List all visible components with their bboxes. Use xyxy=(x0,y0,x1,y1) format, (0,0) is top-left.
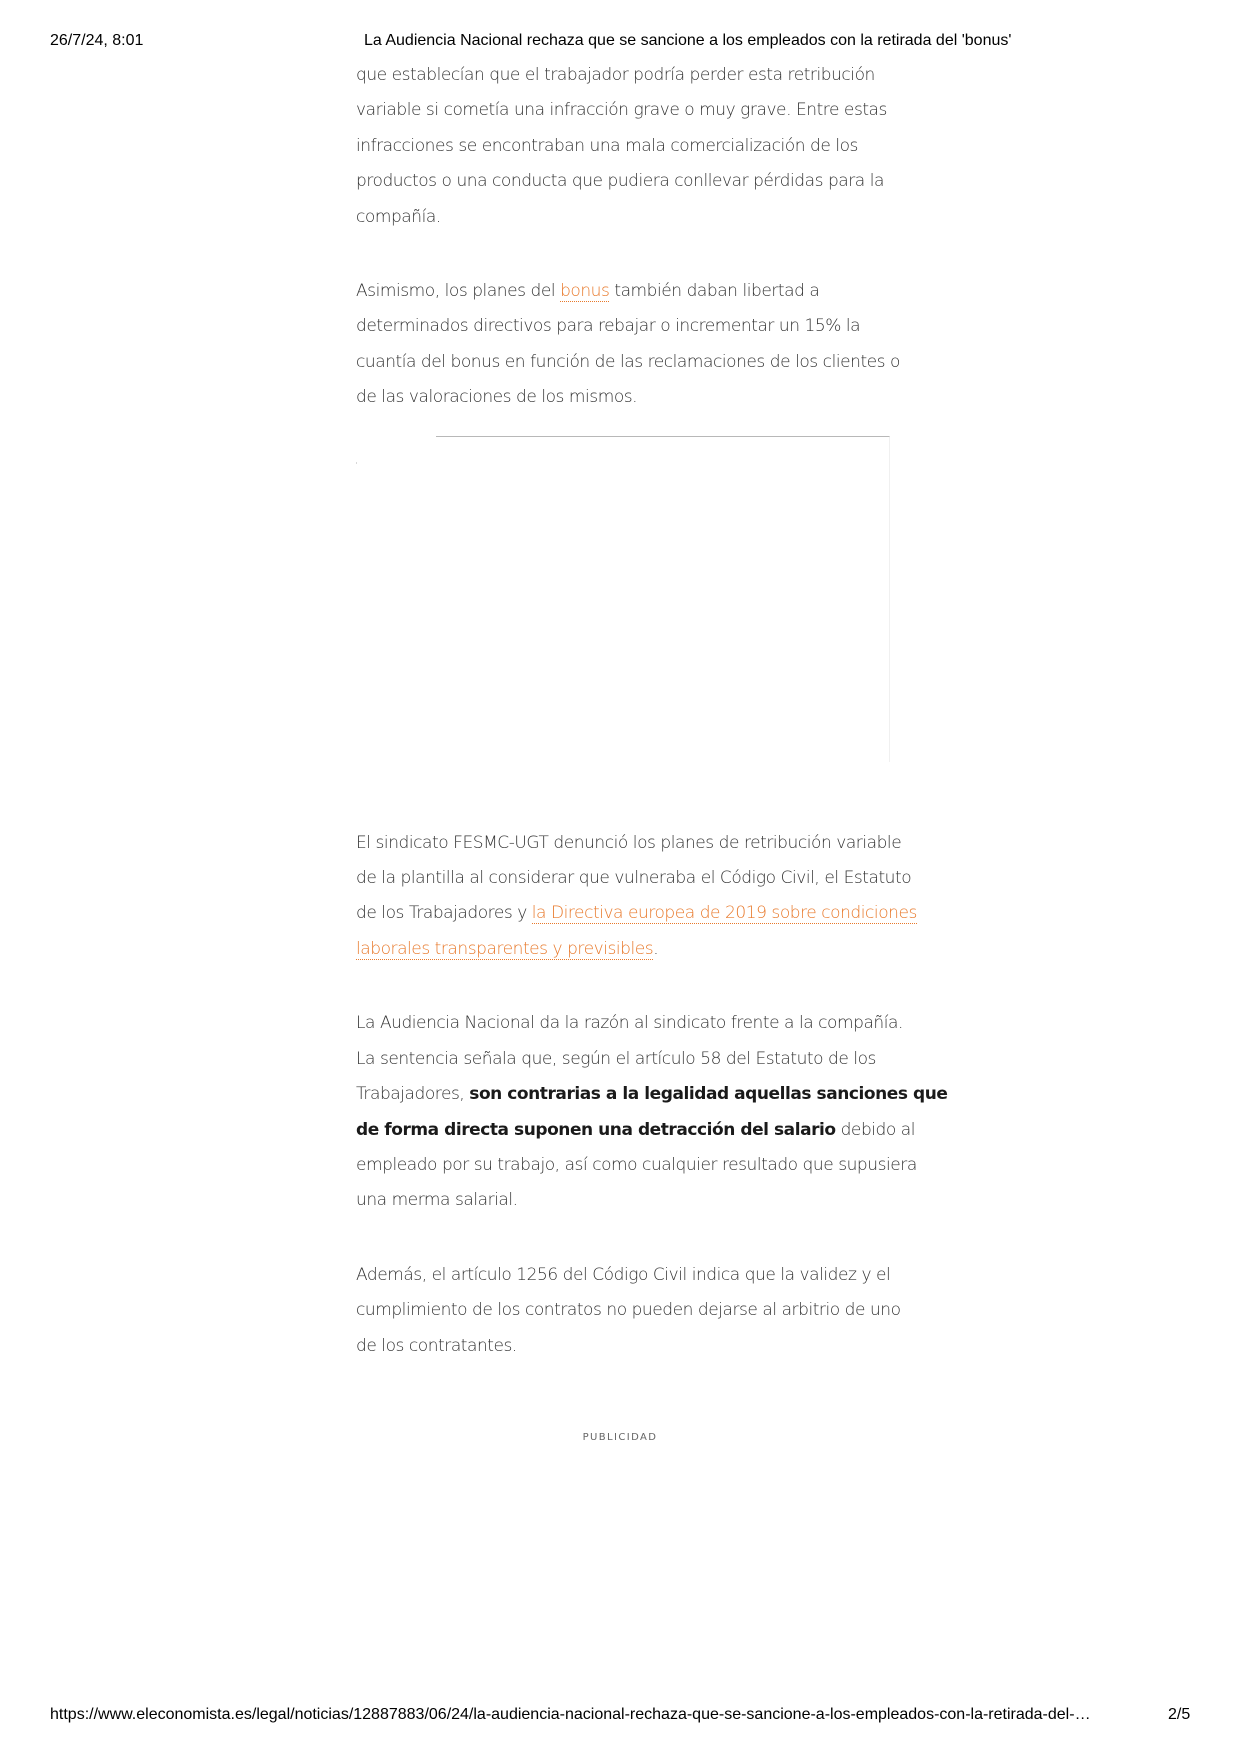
paragraph-line: de los contratantes. xyxy=(356,1335,517,1356)
print-header-title: La Audiencia Nacional rechaza que se sancione a los empleados con la retirada del 'bonus' xyxy=(364,32,1012,49)
paragraph-line xyxy=(356,274,896,309)
text-segment: Asimismo, los planes del xyxy=(356,281,561,302)
print-header-datetime: 26/7/24, 8:01 xyxy=(50,32,144,49)
bold-highlight: son contrarias a la legalidad aquellas sanciones que xyxy=(469,1084,948,1105)
paragraph-fesmc-ugt xyxy=(356,826,917,968)
paragraph-line: infracciones se encontraban una mala comercialización de los xyxy=(356,135,858,156)
paragraph-line: cuantía del bonus en función de las reclamaciones de los clientes o xyxy=(356,351,900,372)
bold-highlight: de forma directa suponen una detracción del salario xyxy=(356,1119,836,1140)
paragraph-line: empleado por su trabajo, así como cualquier resultado que supusiera xyxy=(356,1154,917,1175)
paragraph-line: cumplimiento de los contratos no pueden dejarse al arbitrio de uno xyxy=(356,1300,901,1321)
paragraph-line xyxy=(356,932,896,967)
paragraph-audiencia-nacional xyxy=(356,1006,948,1218)
paragraph-line xyxy=(356,1077,948,1112)
paragraph-line: La Audiencia Nacional da la razón al sindicato frente a la compañía. xyxy=(356,1013,903,1034)
paragraph-line: una merma salarial. xyxy=(356,1190,518,1211)
paragraph-line: El sindicato FESMC-UGT denunció los planes de retribución variable xyxy=(356,832,902,853)
paragraph-line: Además, el artículo 1256 del Código Civil indica que la validez y el xyxy=(356,1264,891,1285)
article-body xyxy=(356,58,948,1364)
paragraph-line: de las valoraciones de los mismos. xyxy=(356,387,638,408)
advertising-label: PUBLICIDAD xyxy=(582,1432,658,1443)
paragraph-line: productos o una conducta que pudiera conllevar pérdidas para la xyxy=(356,171,884,192)
paragraph-line xyxy=(356,896,917,931)
text-segment: Trabajadores, xyxy=(356,1084,470,1105)
paragraph-line: de la plantilla al considerar que vulneraba el Código Civil, el Estatuto xyxy=(356,868,912,889)
paragraph-line xyxy=(356,1113,916,1148)
directiva-europea-link-continued[interactable]: laborales transparentes y previsibles xyxy=(356,938,654,959)
paragraph-line: La sentencia señala que, según el artículo 58 del Estatuto de los xyxy=(356,1048,876,1069)
paragraph-line: variable si cometía una infracción grave o muy grave. Entre estas xyxy=(356,100,887,121)
text-segment: de los Trabajadores y xyxy=(356,903,532,924)
paragraph-codigo-civil xyxy=(356,1258,901,1364)
paragraph-line: compañía. xyxy=(356,206,441,227)
text-segment: debido al xyxy=(835,1119,916,1140)
paragraph-line: que establecían que el trabajador podría perder esta retribución xyxy=(356,65,875,85)
bonus-link[interactable]: bonus xyxy=(560,281,610,302)
paragraph-planes-bonus xyxy=(356,274,900,416)
paragraph-line: determinados directivos para rebajar o incrementar un 15% la xyxy=(356,316,861,337)
paragraph-retribucion-variable xyxy=(356,58,896,235)
directiva-europea-link[interactable]: la Directiva europea de 2019 sobre condiciones xyxy=(531,903,917,924)
text-segment: también daban libertad a xyxy=(609,281,820,302)
text-segment: . xyxy=(653,938,659,959)
print-footer-page-number: 2/5 xyxy=(1168,1706,1191,1723)
print-footer-url: https://www.eleconomista.es/legal/noticias/12887883/06/24/la-audiencia-nacional-rechaza-que-se-sancione-a-los-empleados-con-la-retirada-del-… xyxy=(50,1706,1091,1723)
